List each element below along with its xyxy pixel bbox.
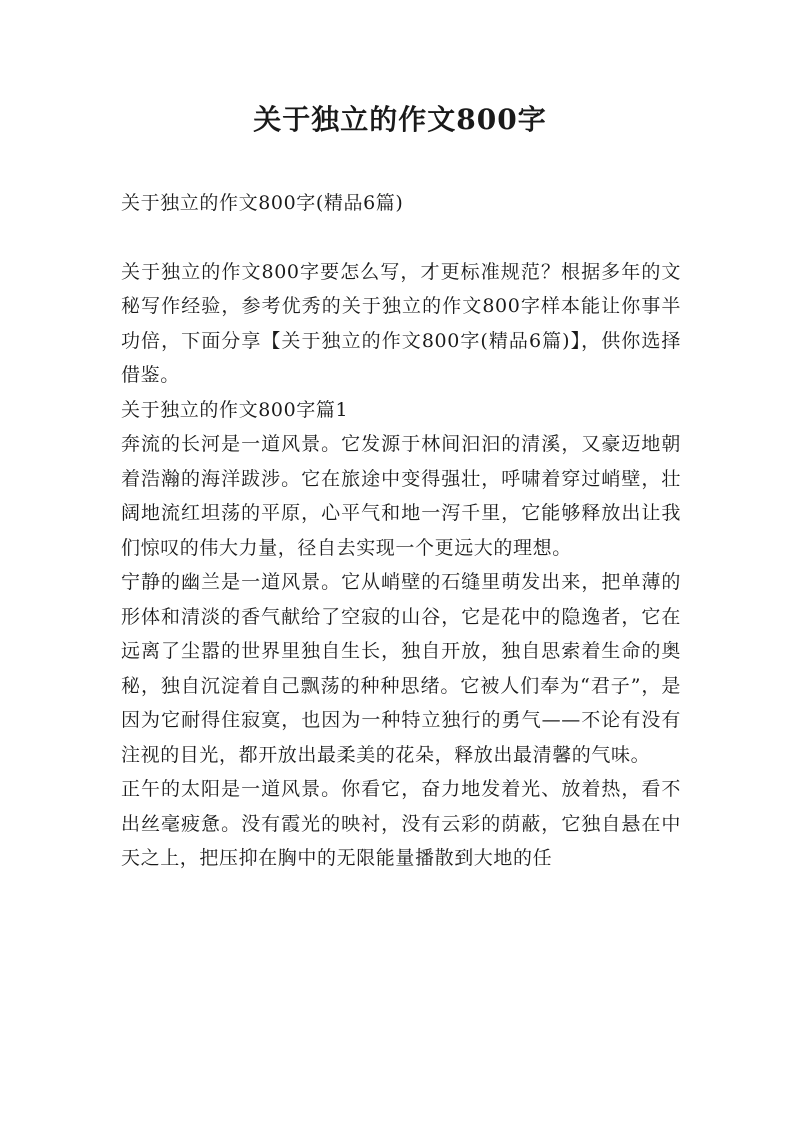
body-paragraph: 正午的太阳是一道风景。你看它，奋力地发着光、放着热，看不出丝毫疲惫。没有霞光的映衬，没有云彩的荫蔽，它独自悬在中天之上，把压抑在胸中的无限能量播散到大地的任 xyxy=(121,778,681,869)
body-paragraph: 宁静的幽兰是一道风景。它从峭壁的石缝里萌发出来，把单薄的形体和清淡的香气献给了空寂的山谷，它是花中的隐逸者，它在远离了尘嚣的世界里独自生长，独自开放，独自思索着生命的奥秘，独自沉淀着自己飘荡的种种思绪。它被人们奉为“君子”，是因为它耐得住寂寞，也因为一种特立独行的勇气——不论有没有注视的目光，都开放出最柔美的花朵，释放出最清馨的气味。 xyxy=(121,571,681,766)
section-heading: 关于独立的作文800字篇1 xyxy=(121,398,349,421)
document-body xyxy=(121,186,681,876)
page-title: 关于独立的作文800字 xyxy=(253,103,547,136)
document-subtitle: 关于独立的作文800字(精品6篇) xyxy=(121,192,404,214)
body-paragraph: 奔流的长河是一道风景。它发源于林间汩汩的清溪，又豪迈地朝着浩瀚的海洋跋涉。它在旅途中变得强壮，呼啸着穿过峭壁，壮阔地流红坦荡的平原，心平气和地一泻千里，它能够释放出让我们惊叹的伟大力量，径自去实现一个更远大的理想。 xyxy=(121,433,681,559)
intro-paragraph: 关于独立的作文800字要怎么写，才更标准规范？根据多年的文秘写作经验，参考优秀的关于独立的作文800字样本能让你事半功倍，下面分享【关于独立的作文800字(精品6篇)】，供你选择借鉴。 xyxy=(121,260,681,386)
